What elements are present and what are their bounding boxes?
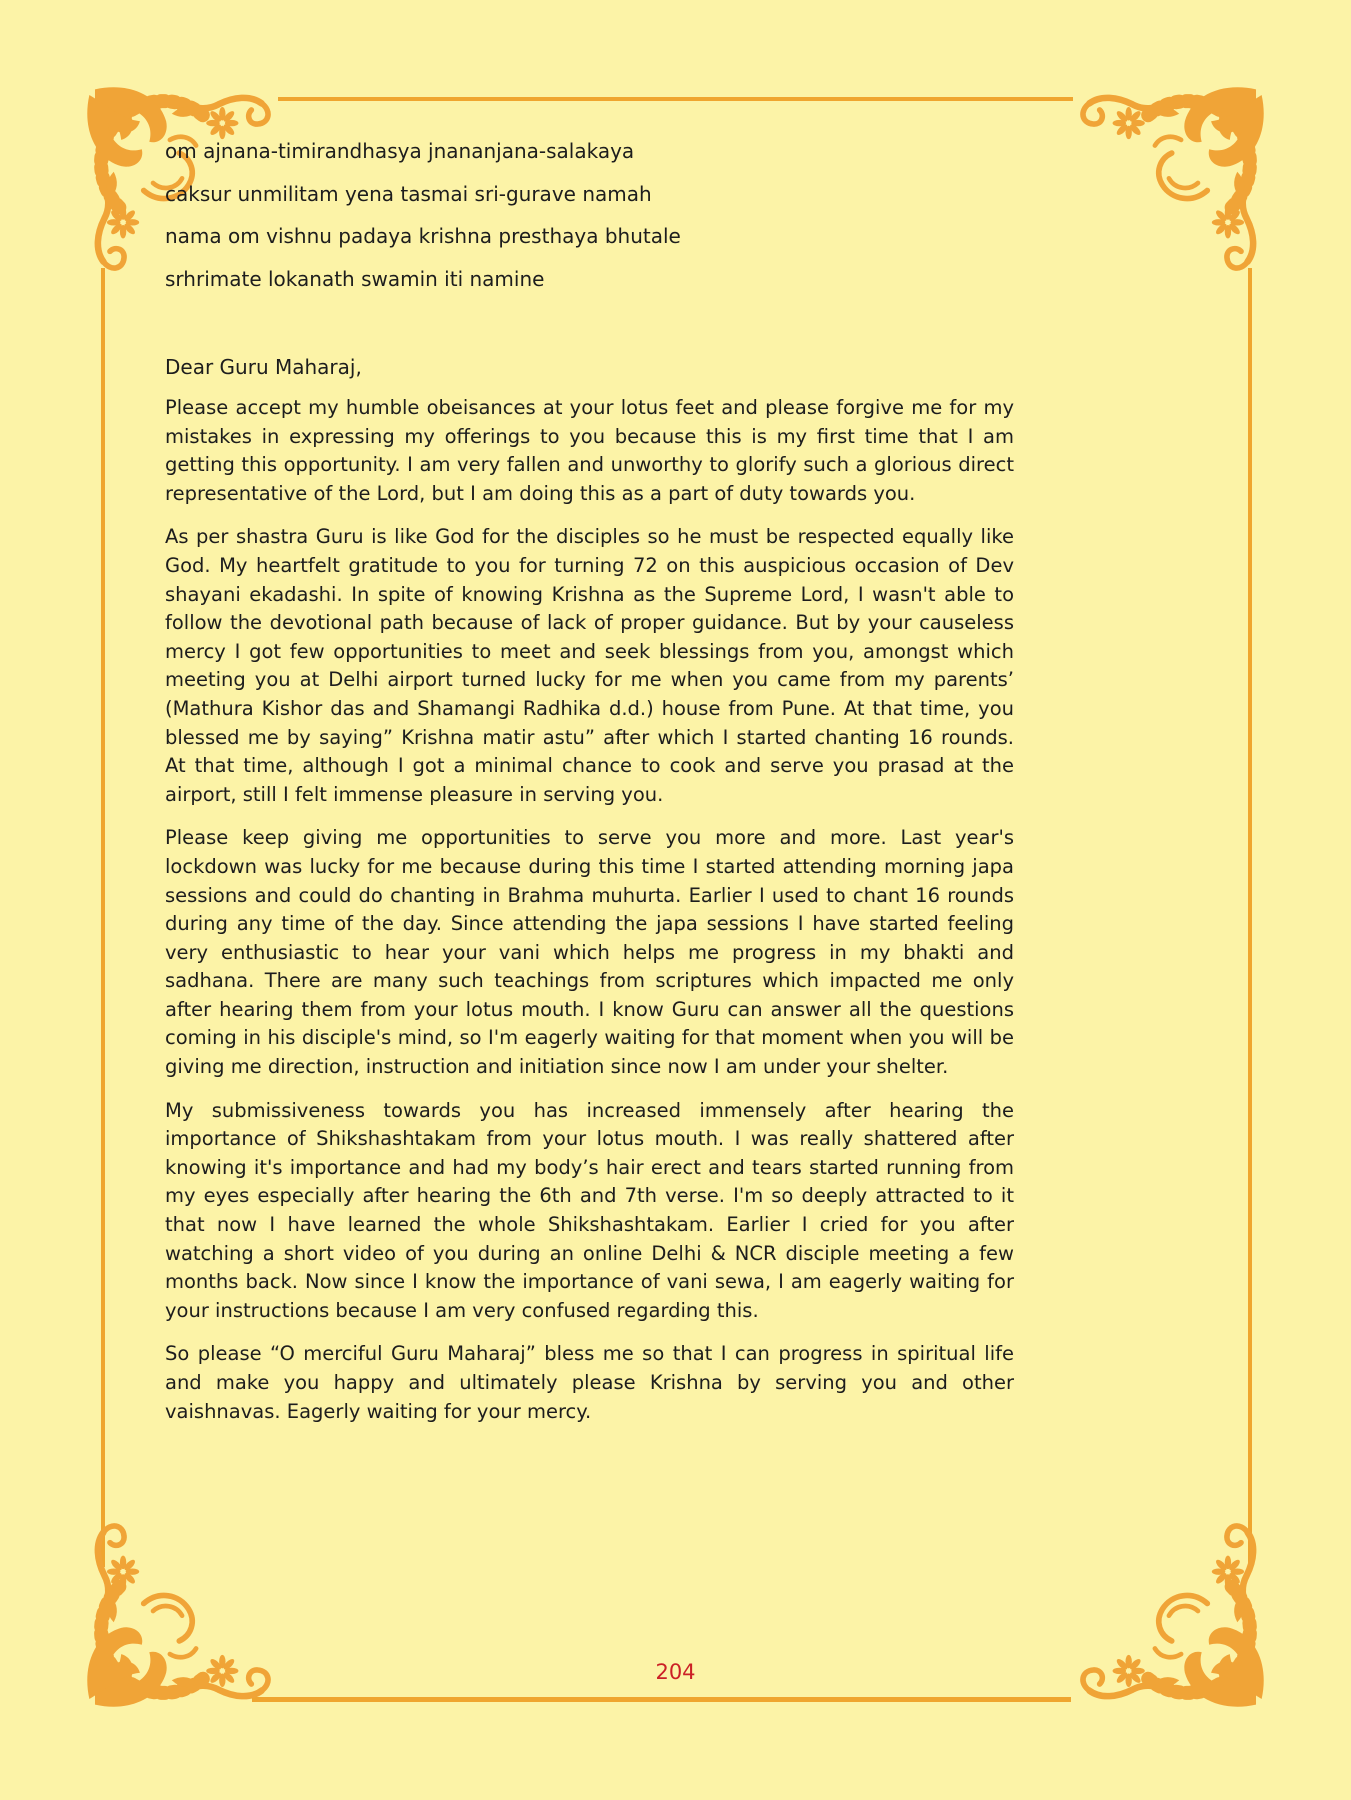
letter-paragraph: As per shastra Guru is like God for the disciples so he must be respected equally like God. My heartfelt gratitude to you for turning 72 on this auspicious occasion of Dev shayani ekadashi. In spite of knowing Krishna as the Supreme Lord, I wasn't able to follow the devotional path because of lack of proper guidance. But by your causeless mercy I got few opportunities to meet and seek blessings from you, amongst which meeting you at Delhi airport turned lucky for me when you came from my parents’ (Mathura Kishor das and Shamangi Radhika d.d.) house from Pune. At that time, you blessed me by saying” Krishna matir astu” after which I started chanting 16 rounds. At that time, although I got a minimal chance to cook and serve you prasad at the airport, still I felt immense pleasure in serving you. <box>165 525 1014 806</box>
frame-border-bottom <box>252 1697 1071 1702</box>
letter-content <box>165 0 1014 1441</box>
letter-paragraph: So please “O merciful Guru Maharaj” bless me so that I can progress in spiritual life and make you happy and ultimately please Krishna by serving you and other vaishnavas. Eagerly waiting for your mercy. <box>165 1342 1014 1423</box>
page-number: 204 <box>655 1660 696 1684</box>
verse-line: nama om vishnu padaya krishna presthaya bhutale <box>165 224 681 248</box>
letter-salutation: Dear Guru Maharaj, <box>165 355 362 379</box>
verse-line: caksur unmilitam yena tasmai sri-gurave namah <box>165 181 652 206</box>
frame-border-left <box>101 268 105 1567</box>
corner-flourish-icon <box>1065 80 1271 286</box>
letter-paragraph: Please keep giving me opportunities to serve you more and more. Last year's lockdown was lucky for me because during this time I started attending morning japa sessions and could do chanting in Brahma muhurta. Earlier I used to chant 16 rounds during any time of the day. Since attending the japa sessions I have started feeling very enthusiastic to hear your vani which helps me progress in my bhakti and sadhana. There are many such teachings from scriptures which impacted me only after hearing them from your lotus mouth. I know Guru can answer all the questions coming in his disciple's mind, so I'm eagerly waiting for that moment when you will be giving me direction, instruction and initiation since now I am under your shelter. <box>165 826 1014 1079</box>
frame-border-right <box>1248 268 1252 1567</box>
verse-line: srhrimate lokanath swamin iti namine <box>165 266 545 291</box>
letter-paragraph: Please accept my humble obeisances at your lotus feet and please forgive me for my mistakes in expressing my offerings to you because this is my first time that I am getting this opportunity. I am very fallen and unworthy to glorify such a glorious direct representative of the Lord, but I am doing this as a part of duty towards you. <box>165 396 1014 505</box>
invocation-verse <box>165 130 1014 300</box>
letter-paragraph: My submissiveness towards you has increased immensely after hearing the importance of Shikshashtakam from your lotus mouth. I was really shattered after knowing it's importance and had my body’s hair erect and tears started running from my eyes especially after hearing the 6th and 7th verse. I'm so deeply attracted to it that now I have learned the whole Shikshashtakam. Earlier I cried for you after watching a short video of you during an online Delhi & NCR disciple meeting a few months back. Now since I know the importance of vani sewa, I am eagerly waiting for your instructions because I am very confused regarding this. <box>165 1098 1014 1322</box>
verse-line: om ajnana-timirandhasya jnananjana-salakaya <box>165 139 635 163</box>
